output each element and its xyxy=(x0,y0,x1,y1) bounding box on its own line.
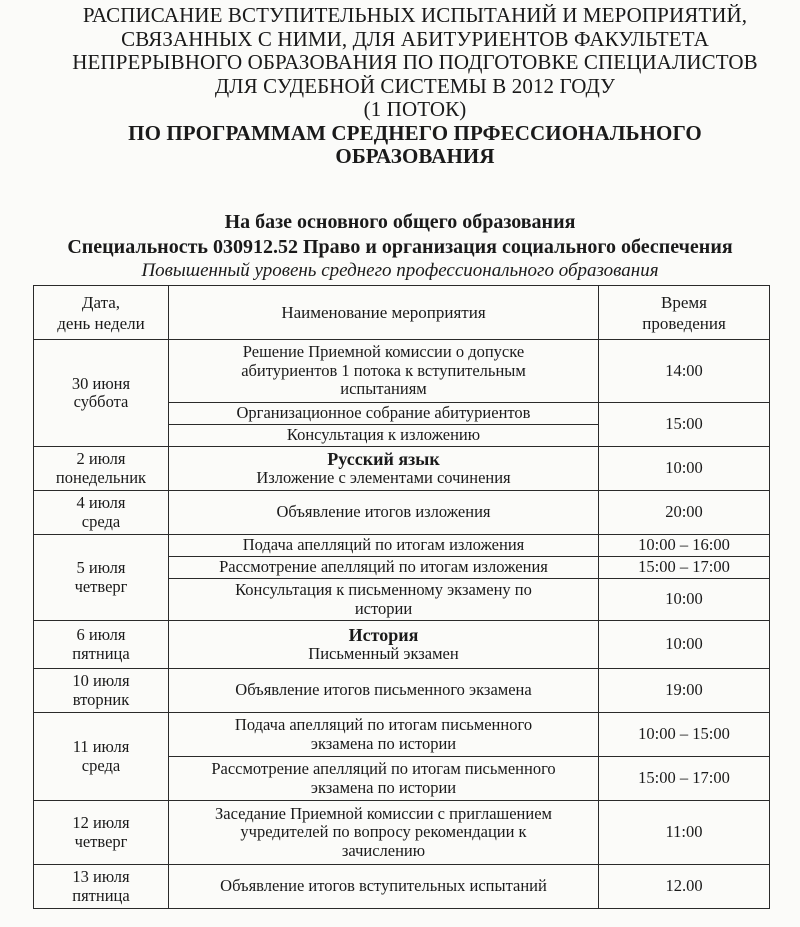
event-cell: История Письменный экзамен xyxy=(169,621,599,669)
time-cell: 15:00 xyxy=(599,403,770,447)
title-line: ДЛЯ СУДЕБНОЙ СИСТЕМЫ В 2012 ГОДУ xyxy=(214,73,616,98)
event-cell: Русский язык Изложение с элементами сочинения xyxy=(169,447,599,491)
date-cell: 12 июля четверг xyxy=(34,801,169,865)
event-cell: Подача апелляций по итогам письменного экзамена по истории xyxy=(169,713,599,757)
table-header-row xyxy=(34,286,770,340)
event-cell: Объявление итогов изложения xyxy=(169,491,599,535)
education-basis: На базе основного общего образования xyxy=(224,211,576,233)
table-row xyxy=(34,340,770,403)
header-time: Время проведения xyxy=(599,286,770,340)
header-date: Дата, день недели xyxy=(34,286,169,340)
time-cell: 14:00 xyxy=(599,340,770,403)
table-row xyxy=(34,801,770,865)
table-row xyxy=(34,713,770,757)
event-cell: Консультация к письменному экзамену по истории xyxy=(169,579,599,621)
title-line: СВЯЗАННЫХ С НИМИ, ДЛЯ АБИТУРИЕНТОВ ФАКУЛЬТЕТА xyxy=(121,26,709,51)
time-cell: 19:00 xyxy=(599,669,770,713)
date-cell: 5 июля четверг xyxy=(34,535,169,621)
title-line: РАСПИСАНИЕ ВСТУПИТЕЛЬНЫХ ИСПЫТАНИЙ И МЕРОПРИЯТИЙ, xyxy=(82,3,748,27)
date-cell: 11 июля среда xyxy=(34,713,169,801)
event-cell: Решение Приемной комиссии о допуске абитуриентов 1 потока к вступительным испытаниям xyxy=(169,340,599,403)
time-cell: 10:00 – 15:00 xyxy=(599,713,770,757)
time-cell: 12.00 xyxy=(599,865,770,909)
time-cell: 10:00 xyxy=(599,447,770,491)
date-cell: 2 июля понедельник xyxy=(34,447,169,491)
time-cell: 10:00 xyxy=(599,579,770,621)
table-row xyxy=(34,621,770,669)
subject-title: История xyxy=(348,625,419,646)
table-row xyxy=(34,447,770,491)
table-row xyxy=(34,669,770,713)
event-cell: Заседание Приемной комиссии с приглашением учредителей по вопросу рекомендации к зачислению xyxy=(169,801,599,865)
event-cell: Рассмотрение апелляций по итогам письменного экзамена по истории xyxy=(169,757,599,801)
time-cell: 20:00 xyxy=(599,491,770,535)
document-title xyxy=(30,4,800,169)
date-cell: 30 июня суббота xyxy=(34,340,169,447)
education-level: Повышенный уровень среднего профессионального образования xyxy=(141,260,659,281)
program-line: ПО ПРОГРАММАМ СРЕДНЕГО ПРФЕССИОНАЛЬНОГО xyxy=(128,120,702,145)
date-cell: 10 июля вторник xyxy=(34,669,169,713)
table-row xyxy=(34,491,770,535)
date-cell: 13 июля пятница xyxy=(34,865,169,909)
table-row xyxy=(34,535,770,557)
program-line: ОБРАЗОВАНИЯ xyxy=(335,144,495,168)
event-cell: Подача апелляций по итогам изложения xyxy=(169,535,599,557)
event-cell: Организационное собрание абитуриентов xyxy=(169,403,599,425)
event-cell: Объявление итогов письменного экзамена xyxy=(169,669,599,713)
subject-title: Русский язык xyxy=(327,449,440,470)
event-cell: Рассмотрение апелляций по итогам изложения xyxy=(169,557,599,579)
specialty-name: Специальность 030912.52 Право и организация социального обеспечения xyxy=(67,236,733,258)
date-cell: 4 июля среда xyxy=(34,491,169,535)
table-row xyxy=(34,865,770,909)
time-cell: 15:00 – 17:00 xyxy=(599,757,770,801)
time-cell: 11:00 xyxy=(599,801,770,865)
title-line: НЕПРЕРЫВНОГО ОБРАЗОВАНИЯ ПО ПОДГОТОВКЕ СПЕЦИАЛИСТОВ xyxy=(72,50,758,74)
event-cell: Объявление итогов вступительных испытаний xyxy=(169,865,599,909)
title-line: (1 ПОТОК) xyxy=(363,97,467,121)
header-event: Наименование мероприятия xyxy=(169,286,599,340)
event-cell: Консультация к изложению xyxy=(169,425,599,447)
date-cell: 6 июля пятница xyxy=(34,621,169,669)
time-cell: 10:00 xyxy=(599,621,770,669)
schedule-table xyxy=(33,285,770,909)
specialty-block xyxy=(0,210,800,281)
time-cell: 10:00 – 16:00 xyxy=(599,535,770,557)
time-cell: 15:00 – 17:00 xyxy=(599,557,770,579)
